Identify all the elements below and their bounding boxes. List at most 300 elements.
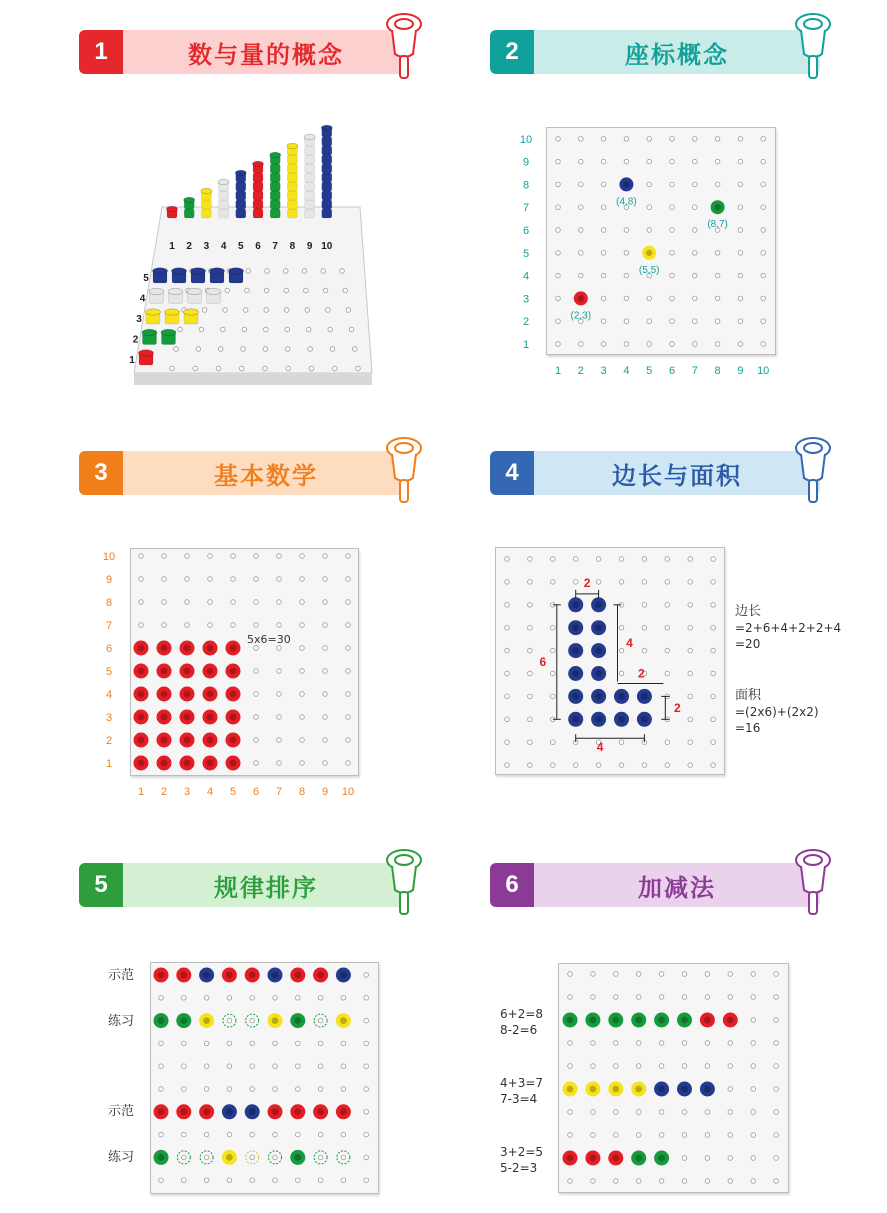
peg-hole [227,996,232,1001]
peg-hole [505,740,510,745]
peg-hole [688,671,693,676]
peg-hole-top [595,670,602,677]
peg-hole-top [612,1155,619,1162]
peg-hole [682,1179,687,1184]
peg-hole [139,600,144,605]
peg-hole [346,646,351,651]
peg-hole-top [590,1086,597,1093]
peg-hole [728,1041,733,1046]
peg-hole [711,603,716,608]
peg-hole [738,251,743,256]
row-peg-top [191,268,206,274]
y-tick-label: 8 [105,597,113,609]
tower-peg [219,209,229,218]
peg-hole [349,327,354,332]
tower-label: 9 [306,241,313,252]
x-tick-label: 3 [600,365,607,377]
peg-red [226,641,241,656]
row-peg-top [229,268,244,274]
peg-red [180,687,195,702]
peg-hole [346,738,351,743]
peg-hole [738,182,743,187]
peg-hole-top [704,1017,711,1024]
peg-hole [218,347,223,352]
peg-hole [761,251,766,256]
tower-peg [184,209,194,218]
peg-hole-top [727,1017,734,1024]
tower-peg [236,182,246,191]
peg-hole [323,669,328,674]
peg-hole-top [595,601,602,608]
peg-hole [670,273,675,278]
peg-hole [579,205,584,210]
peg-hole [284,288,289,293]
peg-hole [659,972,664,977]
peg-blue [591,620,606,635]
peg-hole [225,288,230,293]
tower-peg [322,164,332,173]
peg-hole [636,1041,641,1046]
peg-hole [159,1178,164,1183]
tower-label: 8 [289,241,296,252]
peg-hole-top [641,693,648,700]
peg-blue [677,1082,692,1097]
peg-hole [159,1064,164,1069]
peg-hole [528,648,533,653]
peg-hole [624,228,629,233]
peg-hole [738,228,743,233]
peg-hole [705,972,710,977]
peg-hole [614,972,619,977]
peg-red [290,968,305,983]
peg-hole [264,308,269,313]
peg-red [608,1151,623,1166]
peg-hole [624,342,629,347]
peg-hole [568,1110,573,1115]
peg-red [585,1151,600,1166]
peg-hole [273,996,278,1001]
peg-blue [614,712,629,727]
peg-hole [751,1156,756,1161]
section-number: 4 [490,451,534,495]
peg-red [700,1013,715,1028]
y-tick-label: 6 [105,643,113,655]
peg-hole [162,623,167,628]
peg-hole [573,763,578,768]
peg-hole [296,1087,301,1092]
peg-hole [761,228,766,233]
peg-blue [591,666,606,681]
peg-hole [665,625,670,630]
tower-peg [322,182,332,191]
peg-hole [774,1087,779,1092]
peg-hole [227,1064,232,1069]
peg-hole [556,273,561,278]
tower-peg [305,173,315,182]
peg-hole-top [138,714,145,721]
peg-hole [364,1110,369,1115]
perimeter-formula: =2+6+4+2+2+4 [735,621,842,635]
peg-hole [296,1132,301,1137]
peg-hole [300,715,305,720]
peg-hole [296,1178,301,1183]
peg-hole-top [226,1154,233,1161]
section-1-peg-board [110,115,380,395]
row-label: 3 [136,314,142,325]
peg-hole [245,288,250,293]
peg-red [203,687,218,702]
section-number: 5 [79,863,123,907]
section-5-banner [79,863,409,907]
peg-hole-top [595,693,602,700]
peg-hole [601,251,606,256]
peg-hole [254,600,259,605]
peg-hole [665,603,670,608]
peg-blue [700,1082,715,1097]
peg-hole [601,205,606,210]
peg-red [226,710,241,725]
addition-equation: 3+2=5 [500,1145,544,1159]
tower-peg [236,191,246,200]
peg-hole [254,715,259,720]
peg-hole [204,1132,209,1137]
peg-hole [636,1110,641,1115]
peg-hole [318,1155,323,1160]
peg-hole [318,1018,323,1023]
peg-hole-top [226,1108,233,1115]
peg-hole-top [249,972,256,979]
tower-top [287,143,298,149]
tower-label: 7 [272,241,278,252]
tower-peg [219,200,229,209]
peg-hole [241,347,246,352]
peg-hole-top [158,1154,165,1161]
peg-hole [728,1087,733,1092]
peg-hole [596,557,601,562]
x-tick-label: 7 [691,365,698,377]
peg-green [563,1013,578,1028]
peg-hole [528,717,533,722]
peg-red [226,687,241,702]
peg-hole-top [595,716,602,723]
tower-peg [287,173,297,182]
peg-hole [579,342,584,347]
peg-hole [728,972,733,977]
tower-peg [322,173,332,182]
peg-hole [688,740,693,745]
peg-hole [573,580,578,585]
peg-hole [323,715,328,720]
peg-hole-top [595,624,602,631]
peg-hole [277,623,282,628]
peg-hole [751,1110,756,1115]
section-number: 6 [490,863,534,907]
peg-hole-top [572,624,579,631]
peg-hole [614,1041,619,1046]
peg-hole [659,1179,664,1184]
x-tick-label: 9 [737,365,744,377]
peg-hole [738,342,743,347]
peg-green [290,1150,305,1165]
peg-hole [277,715,282,720]
peg-hole [318,1178,323,1183]
peg-hole [774,1018,779,1023]
peg-hole [341,1064,346,1069]
dimension-label: 4 [596,740,604,755]
peg-red [313,1104,328,1119]
y-tick-label: 1 [105,758,113,770]
peg-red [563,1151,578,1166]
tower-label: 4 [220,241,227,252]
dimension-label: 6 [539,655,547,670]
peg-pin-icon [383,10,425,82]
peg-hole [601,273,606,278]
peg-hole [556,205,561,210]
peg-red [180,641,195,656]
row-peg-top [210,268,225,274]
peg-hole [273,1155,278,1160]
peg-hole [505,580,510,585]
peg-hole [568,995,573,1000]
x-tick-label: 8 [298,786,306,798]
peg-hole [665,580,670,585]
peg-hole [556,137,561,142]
x-tick-label: 5 [229,786,237,798]
peg-hole [250,1018,255,1023]
peg-hole [300,623,305,628]
peg-red [176,968,191,983]
peg-hole [328,327,333,332]
peg-hole [647,228,652,233]
peg-hole [636,1133,641,1138]
peg-hole [250,1087,255,1092]
peg-hole [551,694,556,699]
tower-peg [270,200,280,209]
peg-hole-top [612,1017,619,1024]
x-tick-label: 9 [321,786,329,798]
peg-yellow [608,1082,623,1097]
row-peg-top [146,309,161,315]
peg-hole [619,763,624,768]
peg-hole [601,319,606,324]
peg-hole [705,1041,710,1046]
peg-hole [304,288,309,293]
peg-red [134,710,149,725]
peg-blue [614,689,629,704]
peg-hole [659,1133,664,1138]
peg-hole [323,600,328,605]
peg-hole [591,972,596,977]
peg-red [157,664,172,679]
y-tick-label: 4 [105,689,113,701]
peg-hole [323,577,328,582]
section-4-banner [490,451,820,495]
peg-hole [715,296,720,301]
peg-hole-top [203,972,210,979]
peg-hole [711,740,716,745]
tower-peg [322,137,332,146]
peg-hole-top [641,716,648,723]
peg-hole [193,366,198,371]
peg-hole-top [161,691,168,698]
peg-hole [254,669,259,674]
peg-hole [178,327,183,332]
peg-hole [761,182,766,187]
peg-hole [688,763,693,768]
peg-hole-top [294,1017,301,1024]
peg-hole [688,580,693,585]
tower-peg [287,155,297,164]
peg-hole [761,342,766,347]
peg-hole [693,342,698,347]
peg-yellow [222,1150,237,1165]
peg-hole [246,269,251,274]
x-tick-label: 2 [577,365,584,377]
peg-hole [601,137,606,142]
peg-hole-top [161,645,168,652]
peg-hole [705,1110,710,1115]
y-tick-label: 5 [105,666,113,678]
peg-hole [528,625,533,630]
area-formula: =(2x6)+(2x2) [735,705,819,719]
peg-hole [670,159,675,164]
tower-peg [253,209,263,218]
peg-hole [751,972,756,977]
peg-hole [670,182,675,187]
peg-hole [204,1064,209,1069]
tower-top [304,134,315,140]
peg-green [631,1151,646,1166]
peg-hole [227,1087,232,1092]
y-tick-label: 5 [522,247,530,260]
addition-equation: 6+2=8 [500,1007,544,1021]
peg-hole [774,1041,779,1046]
row-label: 4 [139,293,146,305]
peg-hole [283,269,288,274]
peg-blue [222,1104,237,1119]
tower-top [235,170,246,176]
peg-green [711,200,725,214]
peg-red [180,664,195,679]
peg-hole [208,623,213,628]
peg-red [203,664,218,679]
peg-hole [227,1018,232,1023]
peg-red [313,968,328,983]
pattern-row-label: 练习 [108,1150,135,1165]
peg-hole-top [207,691,214,698]
tower-peg [219,191,229,200]
peg-hole [250,1064,255,1069]
subtraction-equation: 7-3=4 [500,1092,538,1106]
section-1-banner [79,30,409,74]
peg-blue [568,620,583,635]
peg-hole-top [572,647,579,654]
peg-hole [715,182,720,187]
peg-hole [556,319,561,324]
tower-peg [287,209,297,218]
peg-hole [204,996,209,1001]
tower-label: 1 [169,241,175,252]
section-4-area-plot [495,547,725,775]
peg-red [157,641,172,656]
peg-hole [174,347,179,352]
peg-hole [323,554,328,559]
peg-hole [636,1179,641,1184]
y-tick-label: 6 [522,225,530,237]
peg-hole [619,580,624,585]
peg-green [608,1013,623,1028]
tower-top [253,161,264,167]
peg-blue [591,689,606,704]
peg-hole [636,1064,641,1069]
peg-hole [579,182,584,187]
peg-hole [556,159,561,164]
peg-hole [199,327,204,332]
tower-peg [322,155,332,164]
peg-hole [505,694,510,699]
peg-hole [715,342,720,347]
peg-red [203,756,218,771]
peg-hole-top [203,1017,210,1024]
peg-hole [254,761,259,766]
peg-hole [254,577,259,582]
peg-hole-top [572,601,579,608]
peg-hole-top [704,1086,711,1093]
peg-red [134,756,149,771]
peg-hole [688,694,693,699]
peg-blue [637,689,652,704]
peg-red [336,1104,351,1119]
point-label: (4,8) [616,196,637,208]
peg-hole [601,228,606,233]
y-tick-label: 10 [519,133,533,146]
peg-blue [568,597,583,612]
peg-hole-top [138,691,145,698]
tower-label: 6 [255,241,261,252]
peg-hole-top [340,972,347,979]
row-peg-top [172,268,187,274]
peg-hole [300,554,305,559]
peg-hole [642,625,647,630]
peg-hole [162,554,167,559]
peg-hole [139,554,144,559]
peg-hole-top [230,691,237,698]
tower-top [218,179,229,185]
peg-hole-top [618,716,625,723]
peg-hole [250,1178,255,1183]
peg-hole [356,366,361,371]
peg-hole [346,692,351,697]
peg-hole [182,1132,187,1137]
peg-hole [505,625,510,630]
row-peg-top [149,288,164,294]
peg-hole [273,1178,278,1183]
peg-hole [761,137,766,142]
peg-hole-top [578,295,584,301]
row-peg-top [142,329,157,335]
perimeter-title: 边长 [735,604,762,619]
peg-green [290,1013,305,1028]
peg-hole-top [294,1108,301,1115]
peg-hole [243,308,248,313]
peg-green [585,1013,600,1028]
peg-hole [556,182,561,187]
peg-hole [302,269,307,274]
peg-hole [318,996,323,1001]
dimension-label: 2 [583,575,591,590]
peg-hole [715,251,720,256]
peg-pin-icon [383,846,425,918]
